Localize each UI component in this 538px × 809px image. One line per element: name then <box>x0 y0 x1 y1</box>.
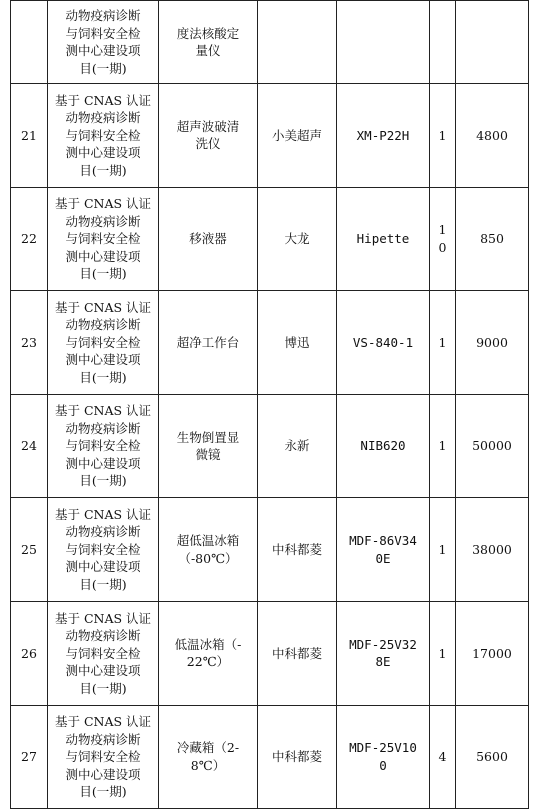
brand-cell <box>258 84 337 188</box>
device-name-line: 超净工作台 <box>176 334 240 350</box>
device-name-line: 冷藏箱（2- <box>176 740 240 756</box>
row-number-text: 26 <box>21 645 37 661</box>
project-name-line: 与饲料安全检 <box>65 231 141 247</box>
project-name-line: 与饲料安全检 <box>65 541 141 557</box>
project-name-line: 动物疫病诊断 <box>65 731 141 747</box>
price-text: 4800 <box>476 127 508 143</box>
project-name-line: 测中心建设项 <box>65 145 141 161</box>
model-cell <box>337 394 430 498</box>
quantity-line: 1 <box>438 438 447 454</box>
device-name-line: 移液器 <box>189 231 227 247</box>
price-cell <box>456 394 529 498</box>
brand-text: 大龙 <box>284 231 310 247</box>
row-number-text: 25 <box>21 541 37 557</box>
model-cell <box>337 498 430 602</box>
model-line: NIB620 <box>360 438 406 454</box>
equipment-table <box>10 0 529 809</box>
row-number-cell <box>11 291 48 395</box>
device-name-line: 度法核酸定 <box>176 25 240 41</box>
model-cell <box>337 601 430 705</box>
row-number-cell <box>11 1 48 84</box>
project-name-line: 测中心建设项 <box>65 559 141 575</box>
device-name-cell <box>159 705 258 809</box>
model-line: MDF-25V32 <box>349 636 417 652</box>
table-body <box>11 1 529 809</box>
project-name-line: 测中心建设项 <box>65 766 141 782</box>
quantity-cell <box>430 601 456 705</box>
device-name-line: 量仪 <box>195 43 221 58</box>
project-name-line: 动物疫病诊断 <box>65 420 141 436</box>
project-name-line: 基于 CNAS 认证 <box>54 196 152 212</box>
project-name-line: 基于 CNAS 认证 <box>54 403 152 419</box>
brand-text: 小美超声 <box>271 127 322 143</box>
project-name-line: 基于 CNAS 认证 <box>54 610 152 626</box>
model-line: 0 <box>379 757 387 773</box>
project-name-line: 动物疫病诊断 <box>65 110 141 126</box>
brand-cell <box>258 1 337 84</box>
project-name-cell <box>48 498 159 602</box>
project-name-line: 动物疫病诊断 <box>65 8 141 23</box>
row-number-cell <box>11 498 48 602</box>
price-cell <box>456 601 529 705</box>
model-line: MDF-86V34 <box>349 533 417 549</box>
model-line: 8E <box>375 654 391 670</box>
device-name-cell <box>159 84 258 188</box>
project-name-line: 目(一期) <box>79 162 127 178</box>
brand-text: 博迅 <box>284 334 310 350</box>
device-name-line: 生物倒置显 <box>176 429 240 445</box>
device-name-cell <box>159 1 258 84</box>
model-line: Hipette <box>356 231 410 247</box>
row-number-cell <box>11 394 48 498</box>
brand-text: 中科都菱 <box>271 541 322 557</box>
brand-cell <box>258 187 337 291</box>
device-name-line: 22℃） <box>186 654 230 670</box>
model-line: 0E <box>375 550 391 566</box>
project-name-line: 基于 CNAS 认证 <box>54 92 152 108</box>
quantity-cell <box>430 498 456 602</box>
project-name-line: 测中心建设项 <box>65 455 141 471</box>
quantity-cell <box>430 1 456 84</box>
project-name-line: 目(一期) <box>79 266 127 282</box>
row-number-text: 22 <box>21 231 37 247</box>
brand-text: 中科都菱 <box>271 749 322 765</box>
price-text: 50000 <box>472 438 512 454</box>
project-name-line: 测中心建设项 <box>65 352 141 368</box>
table-row <box>11 394 529 498</box>
project-name-line: 动物疫病诊断 <box>65 213 141 229</box>
project-name-line: 与饲料安全检 <box>65 334 141 350</box>
table-row <box>11 705 529 809</box>
device-name-line: 超低温冰箱 <box>176 533 240 549</box>
brand-cell <box>258 601 337 705</box>
table-row <box>11 291 529 395</box>
project-name-line: 基于 CNAS 认证 <box>54 506 152 522</box>
price-text: 17000 <box>472 645 512 661</box>
project-name-line: 目(一期) <box>79 784 127 800</box>
device-name-line: （-80℃） <box>178 550 238 566</box>
project-name-line: 动物疫病诊断 <box>65 628 141 644</box>
price-cell <box>456 291 529 395</box>
device-name-cell <box>159 291 258 395</box>
table-row <box>11 1 529 84</box>
price-cell <box>456 1 529 84</box>
quantity-cell <box>430 705 456 809</box>
table-row <box>11 498 529 602</box>
model-cell <box>337 84 430 188</box>
project-name-line: 基于 CNAS 认证 <box>54 299 152 315</box>
brand-cell <box>258 705 337 809</box>
quantity-line: 0 <box>438 239 447 255</box>
device-name-line: 超声波破清 <box>176 118 240 134</box>
row-number-cell <box>11 601 48 705</box>
project-name-line: 与饲料安全检 <box>65 749 141 765</box>
project-name-line: 与饲料安全检 <box>65 25 141 41</box>
price-text: 850 <box>480 231 504 247</box>
price-text: 38000 <box>472 541 512 557</box>
model-cell <box>337 187 430 291</box>
quantity-line: 1 <box>438 334 447 350</box>
table-row <box>11 187 529 291</box>
price-text: 9000 <box>476 334 508 350</box>
device-name-line: 洗仪 <box>195 136 221 152</box>
device-name-cell <box>159 394 258 498</box>
quantity-cell <box>430 84 456 188</box>
price-text: 5600 <box>476 749 508 765</box>
project-name-line: 目(一期) <box>79 576 127 592</box>
project-name-line: 目(一期) <box>79 60 127 76</box>
row-number-text: 24 <box>21 438 37 454</box>
project-name-line: 目(一期) <box>79 369 127 385</box>
project-name-cell <box>48 601 159 705</box>
device-name-cell <box>159 601 258 705</box>
brand-text: 中科都菱 <box>271 645 322 661</box>
model-line: VS-840-1 <box>352 334 414 350</box>
project-name-cell <box>48 187 159 291</box>
quantity-line: 4 <box>438 749 447 765</box>
price-cell <box>456 498 529 602</box>
quantity-line: 1 <box>438 541 447 557</box>
project-name-line: 与饲料安全检 <box>65 438 141 454</box>
project-name-line: 测中心建设项 <box>65 663 141 679</box>
model-cell <box>337 291 430 395</box>
quantity-cell <box>430 394 456 498</box>
project-name-line: 动物疫病诊断 <box>65 524 141 540</box>
price-cell <box>456 84 529 188</box>
row-number-text: 27 <box>21 749 37 765</box>
model-line: MDF-25V10 <box>349 740 417 756</box>
quantity-cell <box>430 187 456 291</box>
row-number-cell <box>11 84 48 188</box>
project-name-cell <box>48 291 159 395</box>
project-name-line: 测中心建设项 <box>65 248 141 264</box>
table-row <box>11 601 529 705</box>
row-number-cell <box>11 705 48 809</box>
row-number-text: 23 <box>21 334 37 350</box>
quantity-line: 1 <box>438 645 447 661</box>
project-name-line: 与饲料安全检 <box>65 127 141 143</box>
project-name-line: 基于 CNAS 认证 <box>54 714 152 730</box>
project-name-line: 目(一期) <box>79 680 127 696</box>
brand-cell <box>258 291 337 395</box>
quantity-line: 1 <box>438 222 447 238</box>
project-name-line: 目(一期) <box>79 473 127 489</box>
device-name-line: 低温冰箱（- <box>174 636 242 652</box>
device-name-cell <box>159 498 258 602</box>
row-number-text: 21 <box>21 127 37 143</box>
project-name-line: 测中心建设项 <box>65 43 141 58</box>
quantity-line: 1 <box>438 127 447 143</box>
device-name-line: 8℃） <box>190 757 226 773</box>
project-name-cell <box>48 394 159 498</box>
project-name-cell <box>48 84 159 188</box>
quantity-cell <box>430 291 456 395</box>
device-name-cell <box>159 187 258 291</box>
model-cell <box>337 1 430 84</box>
model-cell <box>337 705 430 809</box>
row-number-cell <box>11 187 48 291</box>
price-cell <box>456 187 529 291</box>
price-cell <box>456 705 529 809</box>
project-name-line: 动物疫病诊断 <box>65 317 141 333</box>
project-name-cell <box>48 1 159 84</box>
project-name-cell <box>48 705 159 809</box>
table-row <box>11 84 529 188</box>
brand-cell <box>258 394 337 498</box>
brand-text: 永新 <box>284 438 310 454</box>
brand-cell <box>258 498 337 602</box>
device-name-line: 微镜 <box>195 447 221 463</box>
project-name-line: 与饲料安全检 <box>65 645 141 661</box>
model-line: XM-P22H <box>356 127 410 143</box>
